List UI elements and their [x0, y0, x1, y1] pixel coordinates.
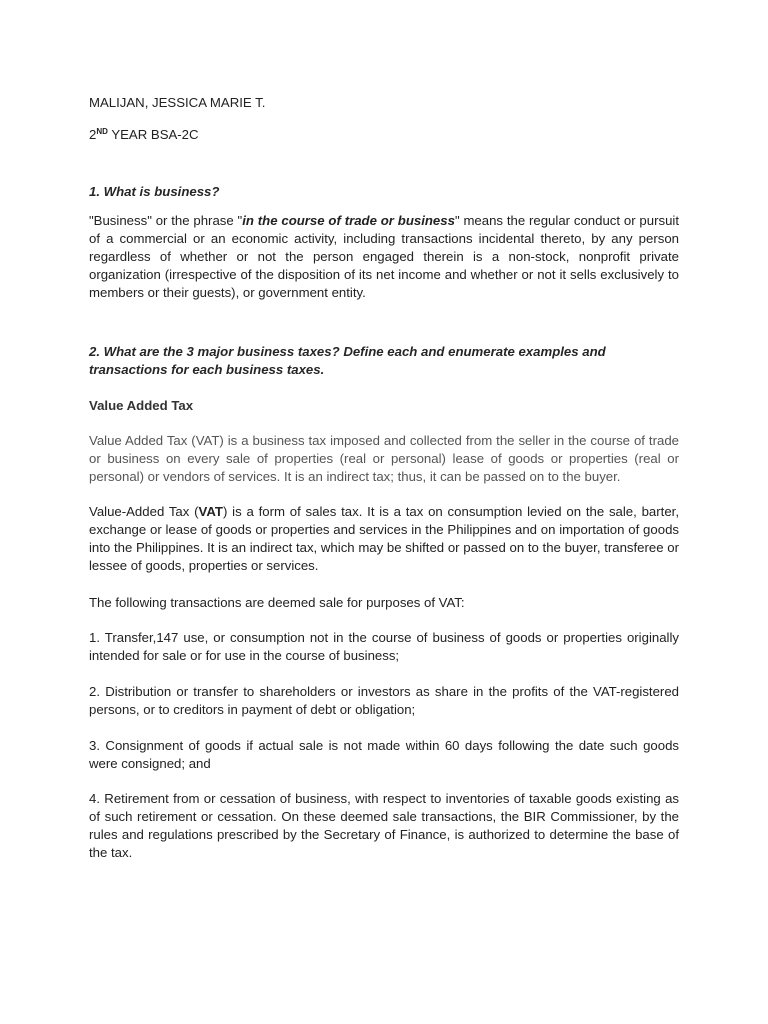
definition-emphasis: in the course of trade or business: [242, 213, 455, 228]
vat-bold: VAT: [198, 504, 223, 519]
definition-text-end: " means the regular conduct or pursuit of a commercial or an economic activity, including transactions incidental thereto, by any person regardless of whether or not the person engaged therein is a non-stock, nonprofit private organization (irrespective of the disposition of its net income and whether or not it sells exclusively to members or their guests), or government entity.: [89, 213, 679, 300]
vat-def2-end: ) is a form of sales tax. It is a tax on consumption levied on the sale, barter, exchange or lease of goods or properties and services in the Philippines and on importation of goods into the Philippines. It is an indirect tax, which may be shifted or passed on to the buyer, transferee or lessee of goods, properties or services.: [89, 504, 679, 573]
deemed-sale-intro: The following transactions are deemed sale for purposes of VAT:: [89, 595, 465, 610]
definition-text-start: "Business" or the phrase ": [89, 213, 243, 228]
year-superscript: ND: [96, 127, 108, 136]
year-course: YEAR BSA-2C: [107, 127, 199, 142]
student-name: MALIJAN, JESSICA MARIE T.: [89, 95, 266, 110]
vat-definition-1: Value Added Tax (VAT) is a business tax imposed and collected from the seller in the course of trade or business on every sale of properties (real or personal) lease of goods or properties (real or personal) or vendors of services. It is an indirect tax; thus, it can be passed on to the buyer.: [89, 433, 679, 484]
vat-definition-2: [89, 503, 679, 575]
business-definition: [89, 212, 679, 302]
question-1-title: 1. What is business?: [89, 184, 220, 199]
deemed-sale-item-2: 2. Distribution or transfer to shareholders or investors as share in the profits of the VAT-registered persons, or to creditors in payment of debt or obligation;: [89, 684, 679, 717]
question-2-title: 2. What are the 3 major business taxes? Define each and enumerate examples and transactions for each business taxes.: [89, 344, 606, 377]
vat-heading: Value Added Tax: [89, 398, 194, 413]
deemed-sale-item-1: 1. Transfer,147 use, or consumption not in the course of business of goods or properties originally intended for sale or for use in the course of business;: [89, 630, 679, 663]
vat-def2-start: Value-Added Tax (: [89, 504, 199, 519]
year-number: 2: [89, 127, 97, 142]
deemed-sale-item-3: 3. Consignment of goods if actual sale is not made within 60 days following the date such goods were consigned; and: [89, 738, 679, 771]
deemed-sale-item-4: 4. Retirement from or cessation of business, with respect to inventories of taxable goods existing as of such retirement or cessation. On these deemed sale transactions, the BIR Commissioner, by the rules and regulations prescribed by the Secretary of Finance, is authorized to determine the base of the tax.: [89, 791, 679, 860]
student-year: [89, 126, 679, 144]
